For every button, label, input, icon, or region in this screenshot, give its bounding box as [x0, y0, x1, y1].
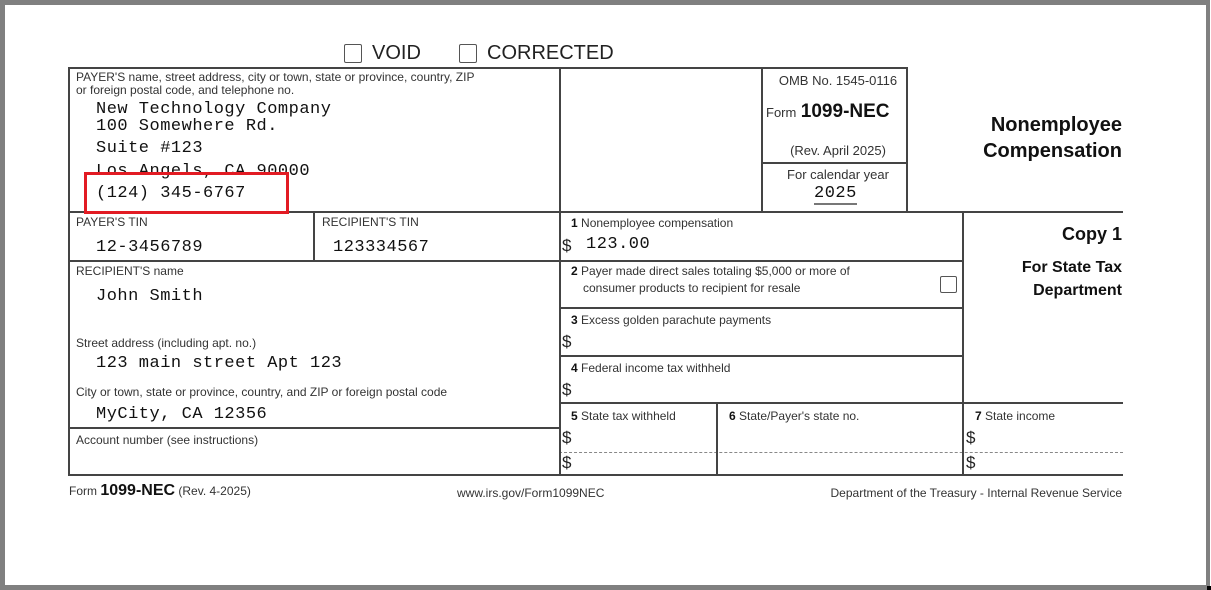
rule	[313, 211, 315, 262]
rule	[962, 211, 964, 476]
box7-label	[975, 409, 1055, 423]
rule	[559, 67, 561, 476]
box3-text: Excess golden parachute payments	[581, 313, 772, 327]
recipient-tin[interactable]: 123334567	[333, 238, 430, 257]
copy-title: Copy 1	[1061, 224, 1122, 244]
corrected-label: CORRECTED	[487, 42, 614, 64]
box5-label	[571, 409, 676, 423]
calendar-year-label: For calendar year	[787, 167, 889, 182]
box1-text: Nonemployee compensation	[581, 216, 734, 230]
footer-form-id	[69, 482, 251, 500]
form-title-line1: Nonemployee	[990, 114, 1122, 136]
box2-text: Payer made direct sales totaling $5,000 or more of	[581, 264, 850, 278]
box2-label	[571, 264, 850, 278]
rule	[761, 162, 908, 164]
recipient-city-label: City or town, state or province, country, and ZIP or foreign postal code	[76, 385, 448, 399]
recipient-name-label: RECIPIENT'S name	[76, 264, 184, 278]
box3-number: 3	[571, 313, 578, 327]
form-id	[766, 101, 890, 123]
box5-number: 5	[571, 409, 578, 423]
void-checkbox[interactable]	[344, 44, 362, 63]
rule	[559, 402, 1123, 404]
calendar-year[interactable]: 2025	[814, 184, 857, 203]
payer-label: PAYER'S name, street address, city or town, state or province, country, ZIP	[76, 70, 475, 84]
account-number-label: Account number (see instructions)	[76, 433, 259, 447]
form-name: 1099-NEC	[800, 101, 890, 122]
form-revision: (Rev. April 2025)	[790, 143, 886, 158]
corrected-checkbox[interactable]	[459, 44, 477, 63]
footer-department: Department of the Treasury - Internal Revenue Service	[830, 486, 1122, 500]
box5-dollar-2: $	[562, 453, 572, 472]
copy-subtitle	[970, 256, 1122, 302]
rule	[559, 355, 964, 357]
recipient-tin-label: RECIPIENT'S TIN	[322, 215, 419, 229]
box6-text: State/Payer's state no.	[739, 409, 860, 423]
rule	[559, 307, 964, 309]
box2-checkbox[interactable]	[940, 276, 957, 293]
footer-form-name: 1099-NEC	[100, 482, 176, 499]
void-label: VOID	[372, 42, 421, 64]
payer-tin-label: PAYER'S TIN	[76, 215, 148, 229]
highlight-box	[84, 172, 289, 214]
omb-number: OMB No. 1545-0116	[778, 73, 898, 88]
rule	[68, 67, 908, 69]
dashed-rule	[559, 452, 1123, 453]
copy-subtitle-line2: Department	[1033, 282, 1122, 299]
account-number-field[interactable]	[72, 448, 556, 472]
box7-number: 7	[975, 409, 982, 423]
box4-field[interactable]	[580, 378, 958, 400]
box1-number: 1	[571, 216, 578, 230]
box1-dollar: $	[562, 236, 572, 255]
copy-subtitle-line1: For State Tax	[1021, 259, 1122, 276]
box4-label	[571, 361, 730, 375]
rule	[906, 67, 908, 213]
box3-dollar: $	[562, 332, 572, 351]
form-title	[930, 112, 1122, 164]
box6-label	[729, 409, 859, 423]
box3-field[interactable]	[580, 330, 958, 352]
payer-phone[interactable]: (124) 345-6767	[96, 184, 246, 203]
box4-dollar: $	[562, 380, 572, 399]
box7-text: State income	[985, 409, 1056, 423]
box6-number: 6	[729, 409, 736, 423]
recipient-street-label: Street address (including apt. no.)	[76, 336, 257, 350]
form-prefix: Form	[766, 105, 797, 120]
frame-shadow	[1207, 586, 1211, 590]
rule	[68, 67, 70, 476]
footer-form-prefix: Form	[69, 484, 97, 498]
rule	[68, 427, 560, 429]
payer-address2[interactable]: Suite #123	[96, 139, 204, 158]
rule	[761, 67, 763, 213]
box1-label	[571, 216, 733, 230]
box3-label	[571, 313, 771, 327]
payer-tin[interactable]: 12-3456789	[96, 238, 204, 257]
rule	[68, 474, 1123, 476]
box7-dollar-2: $	[966, 453, 976, 472]
recipient-name[interactable]: John Smith	[96, 287, 204, 306]
footer-revision: (Rev. 4-2025)	[178, 484, 251, 498]
box4-text: Federal income tax withheld	[581, 361, 731, 375]
footer-url: www.irs.gov/Form1099NEC	[457, 486, 605, 500]
box7-dollar-1: $	[966, 428, 976, 447]
box5-text: State tax withheld	[581, 409, 676, 423]
box1-value[interactable]: 123.00	[586, 235, 651, 254]
rule	[68, 260, 964, 262]
box5-dollar-1: $	[562, 428, 572, 447]
box2-label-2: consumer products to recipient for resale	[583, 281, 801, 295]
recipient-street[interactable]: 123 main street Apt 123	[96, 354, 343, 373]
rule	[716, 402, 718, 476]
box4-number: 4	[571, 361, 578, 375]
payer-address1[interactable]: 100 Somewhere Rd.	[96, 117, 278, 136]
payer-name[interactable]: New Technology Company	[96, 100, 332, 119]
recipient-city[interactable]: MyCity, CA 12356	[96, 405, 268, 424]
form-title-line2: Compensation	[983, 140, 1122, 162]
box2-number: 2	[571, 264, 578, 278]
payer-city-state-zip[interactable]: Los Angels, CA 90000	[96, 162, 311, 181]
payer-label-2: or foreign postal code, and telephone no.	[76, 83, 295, 97]
